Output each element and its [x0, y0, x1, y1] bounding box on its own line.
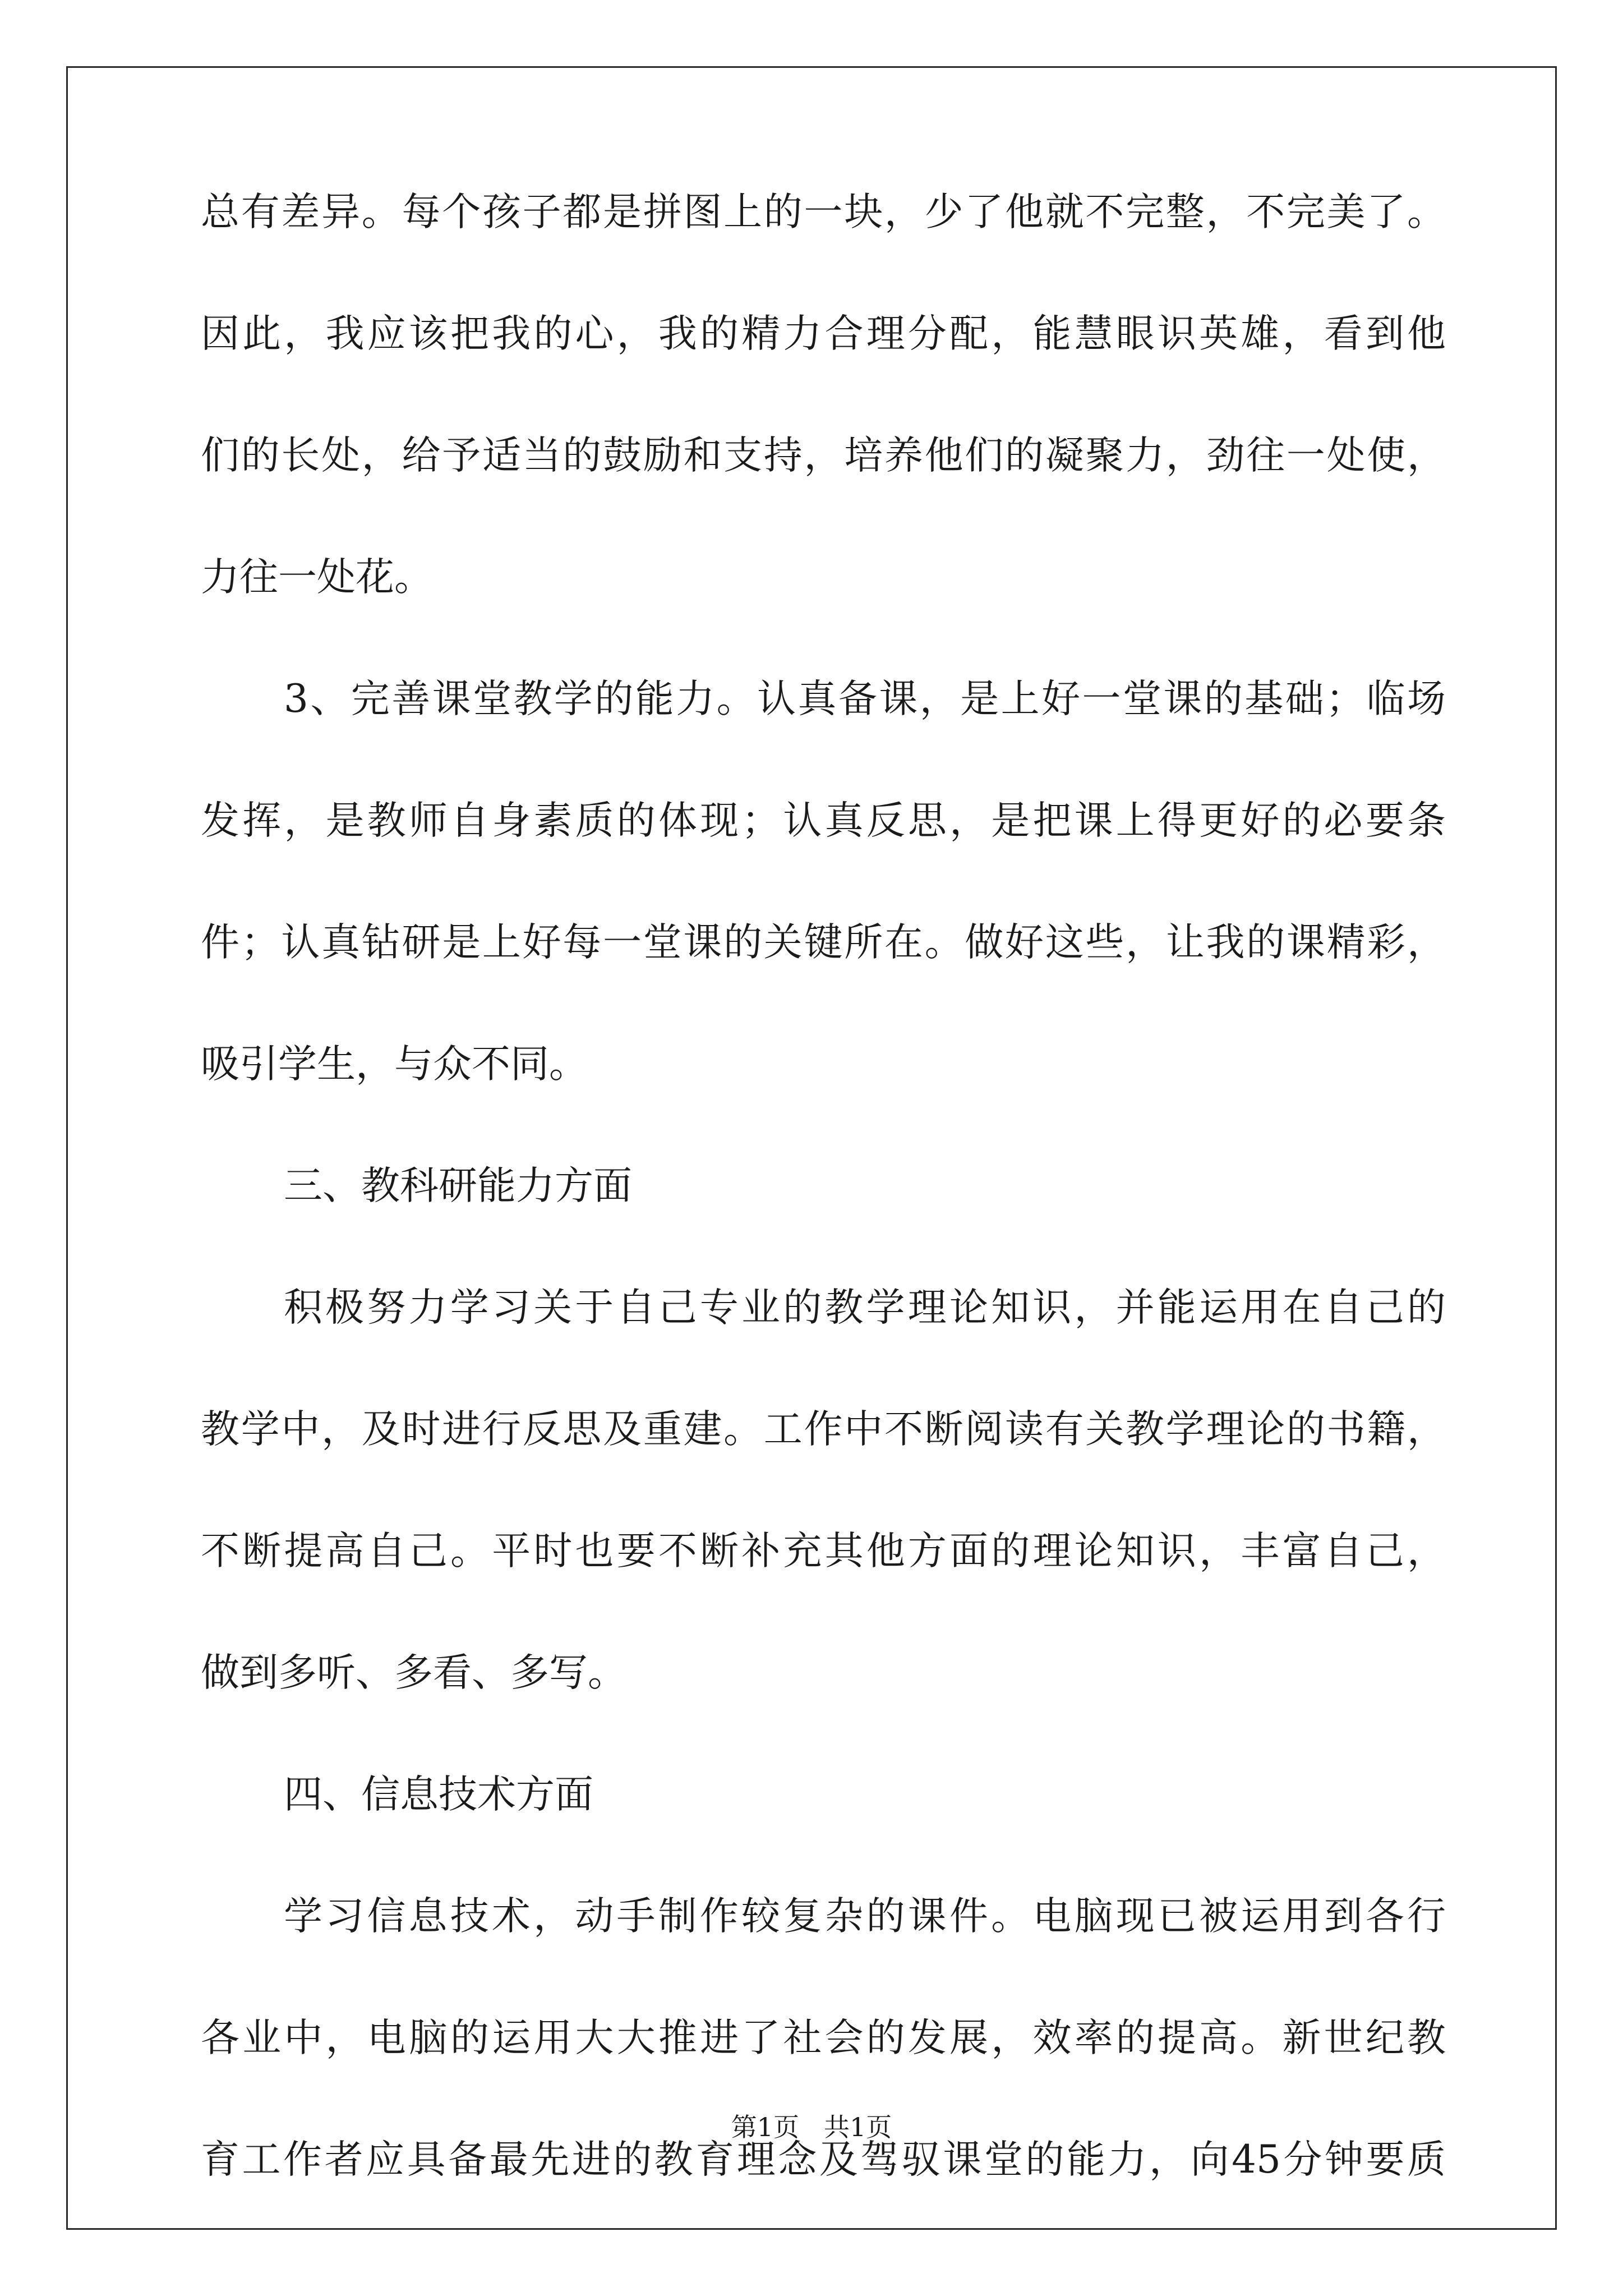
text-line: 学习信息技术，动手制作较复杂的课件。电脑现已被运用到各行: [284, 1894, 1446, 1939]
text-line: 不断提高自己。平时也要不断补充其他方面的理论知识，丰富自己，: [201, 1529, 1446, 1573]
text-line: 发挥，是教师自身素质的体现；认真反思，是把课上得更好的必要条: [201, 798, 1446, 843]
text-line: 因此，我应该把我的心，我的精力合理分配，能慧眼识英雄，看到他: [201, 311, 1446, 356]
text-line: 做到多听、多看、多写。: [201, 1650, 626, 1695]
text-line: 教学中，及时进行反思及重建。工作中不断阅读有关教学理论的书籍，: [201, 1407, 1446, 1452]
text-line: 育工作者应具备最先进的教育理念及驾驭课堂的能力，向45分钟要质: [201, 2137, 1446, 2182]
text-line: 件；认真钻研是上好每一堂课的关键所在。做好这些，让我的课精彩，: [201, 920, 1446, 965]
section-heading: 四、信息技术方面: [284, 1772, 593, 1817]
text-line: 吸引学生，与众不同。: [201, 1042, 588, 1087]
page-footer: [0, 2110, 1623, 2144]
text-line: 积极努力学习关于自己专业的教学理论知识，并能运用在自己的: [284, 1285, 1446, 1330]
text-line: 们的长处，给予适当的鼓励和支持，培养他们的凝聚力，劲往一处使，: [201, 433, 1446, 478]
page-number: 第1页: [731, 2112, 800, 2142]
text-line: 力往一处花。: [201, 555, 433, 600]
section-heading: 三、教科研能力方面: [284, 1163, 632, 1208]
text-line: 3、完善课堂教学的能力。认真备课，是上好一堂课的基础；临场: [284, 677, 1446, 721]
document-body: [201, 185, 1446, 2254]
text-line: 总有差异。每个孩子都是拼图上的一块，少了他就不完整，不完美了。: [201, 190, 1446, 234]
text-line: 各业中，电脑的运用大大推进了社会的发展，效率的提高。新世纪教: [201, 2016, 1446, 2060]
page-total: 共1页: [823, 2112, 892, 2142]
